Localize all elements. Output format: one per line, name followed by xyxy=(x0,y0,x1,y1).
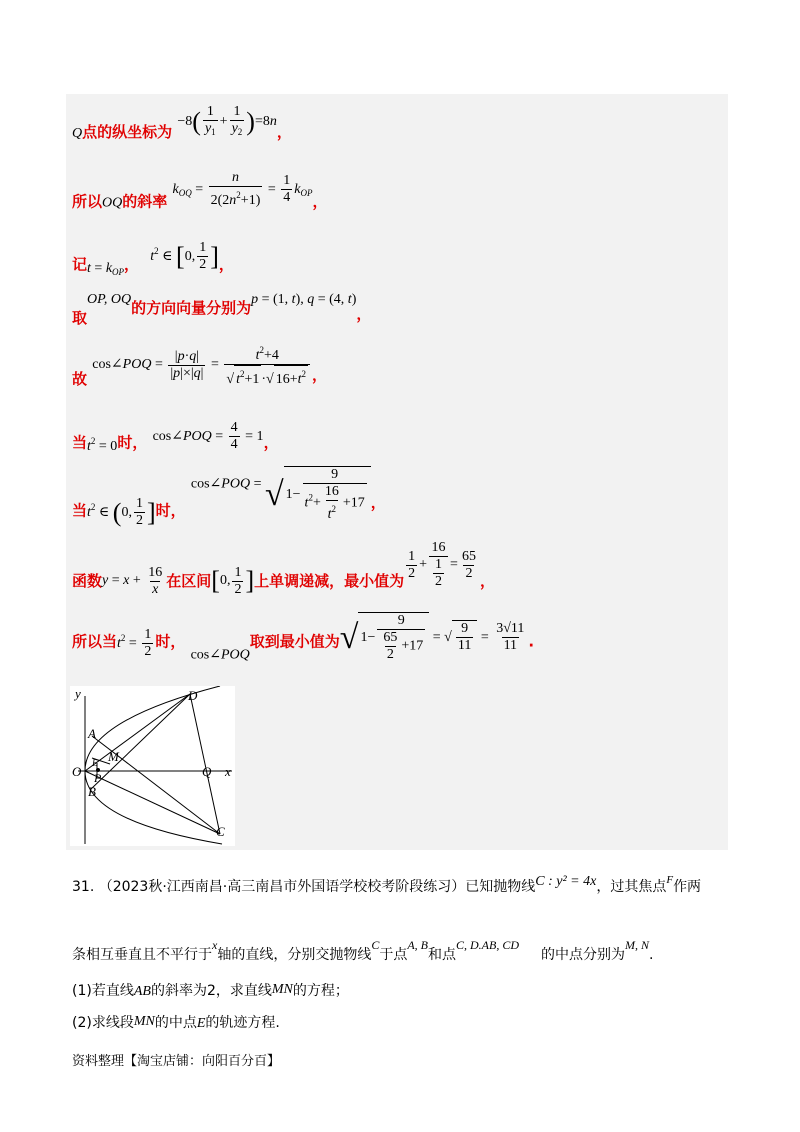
question-text: 31. （2023秋·江西南昌·高三南昌市外国语学校校考阶段练习）已知抛物线 xyxy=(72,879,536,895)
math-AB: AB xyxy=(133,984,151,999)
question-text: (2)求线段 xyxy=(72,1015,134,1031)
label-Q: Q xyxy=(202,764,212,779)
text: 故 xyxy=(72,370,88,389)
text: 当 xyxy=(72,433,88,452)
text: 所以 xyxy=(72,192,103,211)
solution-line-9: 所以当$t^2$ = $\frac{1}{2}$ 时， cos∠POQ取到最小值为√ 1− 9 $\frac{65}{2}$ +17 = √ $\frac{9}{11}$ = $\frac{3√11}{11}$ . xyxy=(72,613,535,663)
question-text: (1)若直线 xyxy=(72,983,134,999)
text: 函数 xyxy=(72,572,103,591)
text: 时， xyxy=(117,433,148,452)
text: 的斜率 xyxy=(122,192,168,211)
math-AB: A, B xyxy=(407,938,429,952)
math-MN: MN xyxy=(133,1014,155,1029)
question-text: 的轨迹方程. xyxy=(205,1015,280,1031)
label-A: A xyxy=(88,726,96,741)
question-31-line-2 xyxy=(72,938,653,964)
math-x: x xyxy=(212,938,218,952)
question-text: . xyxy=(649,947,654,963)
question-text: 作两 xyxy=(673,879,702,895)
text: 取 xyxy=(72,309,88,327)
question-text: 的中点 xyxy=(154,1015,197,1031)
question-text: 的中点分别为 xyxy=(541,947,626,963)
math-MN: M, N xyxy=(625,938,650,952)
math-CD: C, D.AB, CD xyxy=(456,938,520,952)
solution-line-6: 当$t^2 = 0$时， cos∠POQ = $\frac{4}{4}$ = 1， xyxy=(72,420,279,454)
question-31-line-1 xyxy=(72,874,701,896)
label-O: O xyxy=(72,764,82,779)
text: 所以当 xyxy=(72,632,118,651)
focus-F: F xyxy=(666,874,674,886)
math-E: E xyxy=(196,1016,206,1031)
question-text: 条相互垂直且不平行于 xyxy=(72,947,212,963)
label-x: x xyxy=(225,764,231,779)
parabola-diagram xyxy=(70,686,235,846)
solution-line-5: 故 cos∠POQ = $\frac{|p\cdot q|}{|p|\times|q|}$ = $\frac{t^2+4}{√ t^2+1 \cdot√ 16+t^2}$ ， xyxy=(72,345,328,389)
solution-line-2: 所以OQ的斜率 $k_{OQ}$ = $\frac{n}{2(2n^2+1)}$ = $\frac{1}{4}$ $k_{OP}$， xyxy=(72,170,328,211)
question-text: 的斜率为2，求直线 xyxy=(150,983,272,999)
text: 时， xyxy=(155,501,186,520)
geometry-figure xyxy=(70,686,235,846)
solution-line-3: 记$t = k_{OP}$， $t^2$ ∈ [0, $\frac{1}{2}$ ]， xyxy=(72,240,234,277)
question-text: 和点 xyxy=(428,947,457,963)
text: 点的纵坐标为 xyxy=(82,123,173,142)
solution-line-1: Q点的纵坐标为 −8( $\frac{1}{y_1}$ + $\frac{1}{y_2}$ )=8n， xyxy=(72,104,292,142)
line-OD xyxy=(85,694,190,771)
text: 当 xyxy=(72,501,88,520)
question-31-part-2 xyxy=(72,1012,280,1032)
text: 取到最小值为 xyxy=(249,632,340,651)
solution-line-7: 当$t^2$ ∈ (0, $\frac{1}{2}$ ]时， cos∠POQ = √ 1− 9 $t^2+$ $\frac{16}{t^2}$ +17 ， xyxy=(72,467,386,528)
text: 的方向向量分别为 xyxy=(131,299,252,317)
question-text: 于点 xyxy=(379,947,408,963)
question-text: 的方程； xyxy=(292,983,349,999)
label-y: y xyxy=(75,686,81,701)
line-BD xyxy=(90,694,190,790)
parabola-equation: C : y² = 4x xyxy=(535,874,597,889)
label-D: D xyxy=(188,688,198,703)
question-text: ，过其焦点 xyxy=(596,879,667,895)
text: 记 xyxy=(72,255,88,274)
question-text: 轴的直线，分别交抛物线 xyxy=(217,947,372,963)
text: 在区间 xyxy=(166,572,212,591)
label-E: E xyxy=(92,758,98,768)
text: 时， xyxy=(155,632,186,651)
math-C: C xyxy=(371,938,380,952)
question-31-part-1 xyxy=(72,980,349,1000)
label-C: C xyxy=(216,824,225,839)
solution-line-8: 函数y = x + $\frac{16}{x}$ 在区间[0, $\frac{1}{2}$ ]上单调递减，最小值为 $\frac{1}{2}$ + $\frac{16}{\frac{1}{2}}$ = $\frac{65}{2}$ ， xyxy=(72,540,495,597)
footer-credit: 资料整理【淘宝店铺：向阳百分百】 xyxy=(72,1054,281,1069)
label-M: M xyxy=(108,749,119,764)
label-B: B xyxy=(88,784,96,799)
label-P: P xyxy=(94,771,102,785)
solution-line-4: 取OP, OQ的方向向量分别为p = (1, t), q = (4, t)， xyxy=(72,292,372,327)
math-MN: MN xyxy=(271,982,293,997)
line-OC xyxy=(85,771,220,834)
text: 上单调递减，最小值为 xyxy=(254,572,405,591)
